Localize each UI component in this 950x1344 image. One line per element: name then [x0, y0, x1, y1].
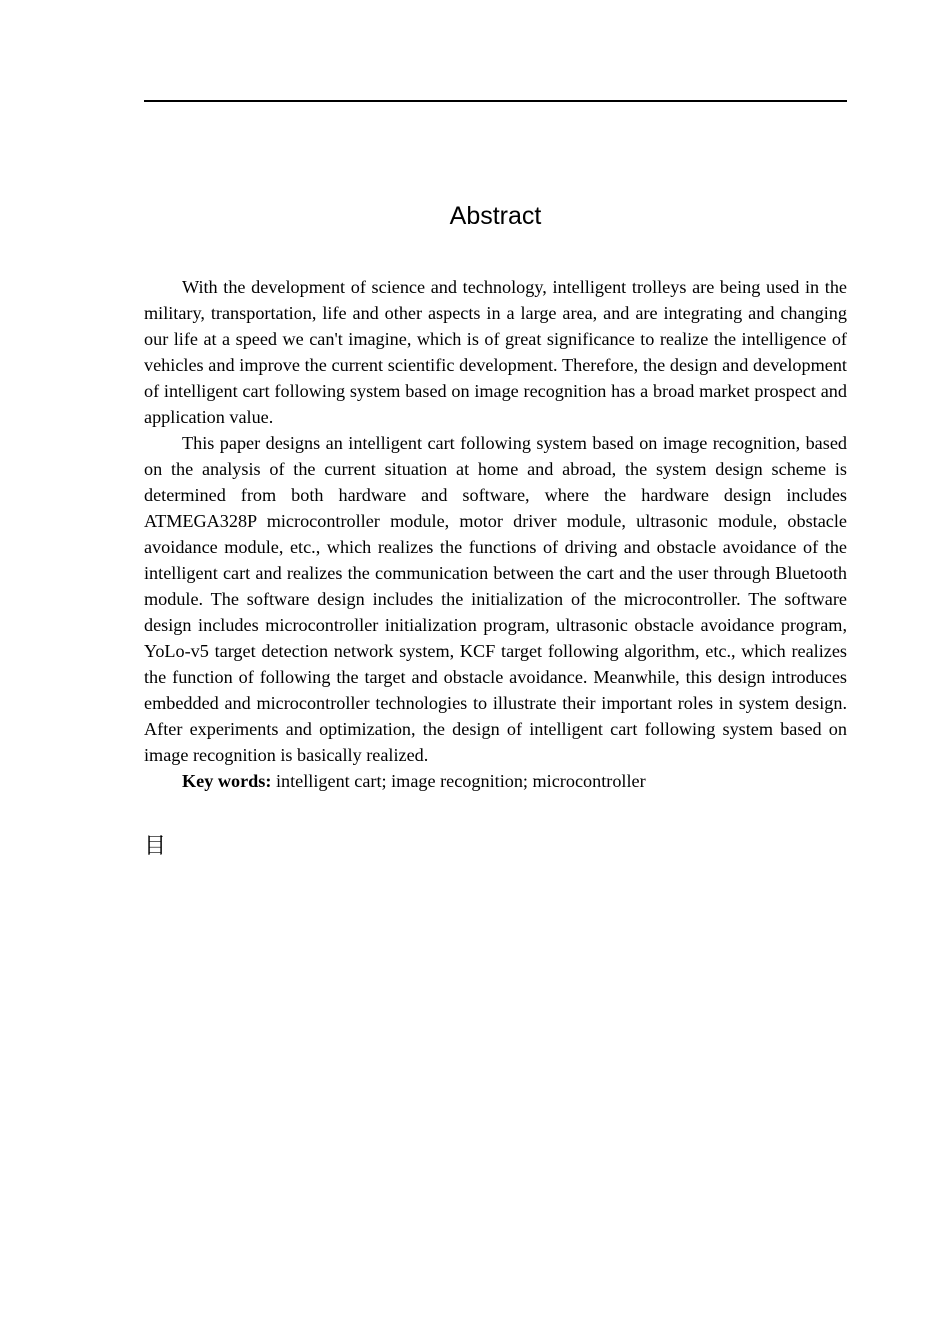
- header-rule: [144, 100, 847, 102]
- abstract-paragraph-2: This paper designs an intelligent cart following system based on image recognition, based on the analysis of the current situation at home and abroad, the system design scheme is determined from both hardware and software, where the hardware design includes ATMEGA328P microcontroller module, motor driver module, ultrasonic module, obstacle avoidance module, etc., which realizes the functions of driving and obstacle avoidance of the intelligent cart and realizes the communication between the cart and the user through Bluetooth module. The software design includes the initialization of the microcontroller. The software design includes microcontroller initialization program, ultrasonic obstacle avoidance program, YoLo-v5 target detection network system, KCF target following algorithm, etc., which realizes the function of following the target and obstacle avoidance. Meanwhile, this design introduces embedded and microcontroller technologies to illustrate their important roles in system design. After experiments and optimization, the design of intelligent cart following system based on image recognition is basically realized.: [144, 433, 847, 765]
- abstract-paragraph-1: With the development of science and technology, intelligent trolleys are being used in the military, transportation, life and other aspects in a large area, and are integrating and changing our life at a speed we can't imagine, which is of great significance to realize the intelligence of vehicles and improve the current scientific development. Therefore, the design and development of intelligent cart following system based on image recognition has a broad market prospect and application value.: [144, 277, 847, 427]
- abstract-body: [144, 274, 847, 794]
- keywords-line: [144, 768, 847, 794]
- toc-heading-fragment: 目: [144, 834, 167, 859]
- keywords-value: intelligent cart; image recognition; microcontroller: [275, 771, 646, 791]
- keywords-label: Key words:: [182, 771, 272, 791]
- abstract-title: Abstract: [449, 202, 542, 230]
